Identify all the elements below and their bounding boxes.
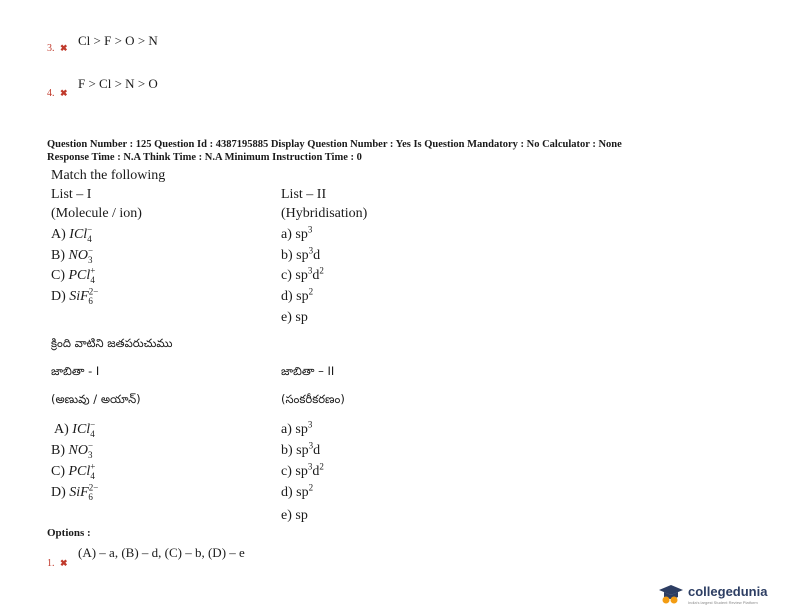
question-prompt: Match the following [51,168,166,183]
cross-icon: ✖ [60,43,68,53]
list1-subtitle: (Molecule / ion) [51,206,142,221]
list1-item: B) $NO^-_3$ [51,440,94,460]
brand-name: collegedunia [688,584,768,599]
telugu-list2-subtitle: (సంకరీకరణం) [281,392,345,406]
option-3-text: Cl > F > O > N [78,33,158,48]
telugu-prompt: క్రింది వాటిని జతపరుచుము [51,336,173,350]
cross-icon: ✖ [60,558,68,568]
list1-title: List – I [51,187,92,202]
list2-item: b) $sp^3d$ [281,440,321,458]
options-label: Options : [47,527,91,539]
list1-item: B) $NO^-_3$ [51,245,94,265]
option-1-number: 1. [47,558,55,569]
question-meta-line-1: Question Number : 125 Question Id : 4387195885 Display Question Number : Yes Is Question Mandatory : No Calculator : None [47,139,622,150]
telugu-list1-title: జాబితా - I [51,364,100,378]
option-1-text: (A) – a, (B) – d, (C) – b, (D) – e [78,545,245,560]
list2-item: c) $sp^3d^2$ [281,461,324,479]
list2-item: d) $sp^2$ [281,286,314,304]
list1-item: A) ICl−$_4$ [54,419,96,439]
list2-item: e) sp [281,508,308,523]
list2-item: b) $sp^3d$ [281,245,321,263]
telugu-list2-title: జాబితా – II [281,364,335,378]
list2-item: a) $sp^3$ [281,224,313,242]
option-3-number: 3. [47,43,55,54]
list1-item: D) SiF$^{2-}_6$ [51,286,99,306]
cross-icon: ✖ [60,88,68,98]
question-meta-line-2: Response Time : N.A Think Time : N.A Minimum Instruction Time : 0 [47,152,362,163]
list2-item: a) $sp^3$ [281,419,313,437]
list2-item: e) sp [281,310,308,325]
list1-item: A) ICl−$_4$ [51,224,93,244]
graduation-cap-icon [658,583,684,605]
list1-item: D) SiF$^{2-}_6$ [51,482,99,502]
brand-tagline: India's largest Student Review Platform [688,600,758,605]
list1-item: C) PCl+$_4$ [51,265,96,285]
list2-subtitle: (Hybridisation) [281,206,368,221]
list1-item: C) PCl+$_4$ [51,461,96,481]
collegedunia-logo [658,581,788,607]
telugu-list1-subtitle: (అణువు / అయాన్) [51,392,141,406]
option-4-text: F > Cl > N > O [78,76,158,91]
option-4-number: 4. [47,88,55,99]
list2-title: List – II [281,187,327,202]
list2-item: d) $sp^2$ [281,482,314,500]
list2-item: c) $sp^3d^2$ [281,265,324,283]
